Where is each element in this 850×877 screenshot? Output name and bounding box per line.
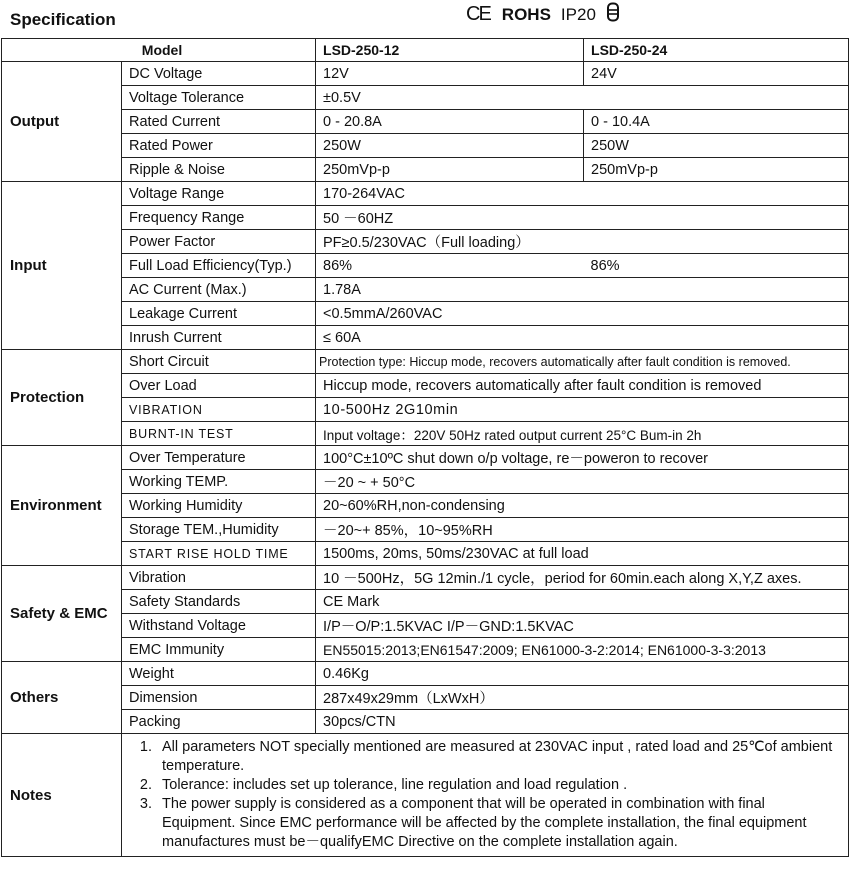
param-label: Vibration	[122, 566, 316, 590]
table-row	[2, 542, 849, 566]
param-label: DC Voltage	[122, 62, 316, 86]
table-row	[2, 110, 849, 134]
param-value: 86%	[584, 254, 849, 278]
param-label: EMC Immunity	[122, 638, 316, 662]
table-row	[2, 350, 849, 374]
table-row	[2, 158, 849, 182]
param-value: ±0.5V	[316, 86, 849, 110]
param-value: 287x49x29mm（LxWxH）	[316, 686, 849, 710]
note-item: 3. The power supply is considered as a component that will be operated in combination with final Equipment. Since EMC performance will be affected by the complete installation, the final equipment manufactures must be－qualifyEMC Directive on the complete installation again.	[156, 795, 840, 852]
param-label: Rated Power	[122, 134, 316, 158]
param-label: Working TEMP.	[122, 470, 316, 494]
table-row	[2, 614, 849, 638]
param-value: 170-264VAC	[316, 182, 849, 206]
table-row	[2, 710, 849, 734]
table-row	[2, 398, 849, 422]
param-label: Voltage Tolerance	[122, 86, 316, 110]
table-row	[2, 254, 849, 278]
param-label: Power Factor	[122, 230, 316, 254]
param-value: 0.46Kg	[316, 662, 849, 686]
notes-cell	[122, 734, 849, 857]
param-value: 50 －60HZ	[316, 206, 849, 230]
param-value: 24V	[584, 62, 849, 86]
table-row	[2, 518, 849, 542]
note-item: 2. Tolerance: includes set up tolerance, line regulation and load regulation .	[156, 776, 840, 795]
model-header-row	[2, 39, 849, 62]
param-label: Frequency Range	[122, 206, 316, 230]
group-protection: Protection	[2, 350, 122, 446]
model-name-2: LSD-250-24	[584, 39, 849, 62]
table-row	[2, 230, 849, 254]
group-input: Input	[2, 182, 122, 350]
model-name-1: LSD-250-12	[316, 39, 584, 62]
param-label: BURNT-IN TEST	[122, 422, 316, 446]
param-value: 250mVp-p	[316, 158, 584, 182]
param-value: Input voltage：220V 50Hz rated output current 25°C Bum-in 2h	[316, 422, 849, 446]
param-label: Over Load	[122, 374, 316, 398]
group-safety-emc: Safety & EMC	[2, 566, 122, 662]
table-row	[2, 86, 849, 110]
param-label: Storage TEM.,Humidity	[122, 518, 316, 542]
param-value: 0 - 20.8A	[316, 110, 584, 134]
param-label: Dimension	[122, 686, 316, 710]
param-value: Hiccup mode, recovers automatically after fault condition is removed	[316, 374, 849, 398]
param-value: －20 ~ + 50°C	[316, 470, 849, 494]
group-output: Output	[2, 62, 122, 182]
param-value: ≤ 60A	[316, 326, 849, 350]
param-label: Safety Standards	[122, 590, 316, 614]
param-label: Rated Current	[122, 110, 316, 134]
param-value: I/P－O/P:1.5KVAC I/P－GND:1.5KVAC	[316, 614, 849, 638]
param-value: 1500ms, 20ms, 50ms/230VAC at full load	[316, 542, 849, 566]
param-label: VIBRATION	[122, 398, 316, 422]
param-label: Packing	[122, 710, 316, 734]
table-row	[2, 422, 849, 446]
page-header	[0, 0, 850, 38]
param-value: PF≥0.5/230VAC（Full loading）	[316, 230, 849, 254]
rohs-mark: ROHS	[501, 4, 551, 24]
table-row	[2, 134, 849, 158]
param-label: Voltage Range	[122, 182, 316, 206]
param-label: Leakage Current	[122, 302, 316, 326]
param-label: Withstand Voltage	[122, 614, 316, 638]
notes-list	[132, 738, 840, 852]
param-label: START RISE HOLD TIME	[122, 542, 316, 566]
param-value: 86%	[316, 254, 584, 278]
certification-marks	[466, 2, 620, 27]
table-row	[2, 206, 849, 230]
group-environment: Environment	[2, 446, 122, 566]
param-value: Protection type: Hiccup mode, recovers automatically after fault condition is removed.	[316, 350, 849, 374]
param-value: 250W	[316, 134, 584, 158]
param-label: Working Humidity	[122, 494, 316, 518]
param-label: Weight	[122, 662, 316, 686]
table-row	[2, 374, 849, 398]
param-label: Inrush Current	[122, 326, 316, 350]
param-value: CE Mark	[316, 590, 849, 614]
param-label: Over Temperature	[122, 446, 316, 470]
table-row	[2, 590, 849, 614]
table-row	[2, 686, 849, 710]
table-row	[2, 446, 849, 470]
param-value: 0 - 10.4A	[584, 110, 849, 134]
indoor-use-icon	[606, 2, 620, 27]
page-title: Specification	[10, 10, 116, 29]
table-row	[2, 494, 849, 518]
table-row	[2, 326, 849, 350]
param-value: 12V	[316, 62, 584, 86]
param-value: <0.5mmA/260VAC	[316, 302, 849, 326]
table-row	[2, 278, 849, 302]
param-label: Full Load Efficiency(Typ.)	[122, 254, 316, 278]
param-label: Short Circuit	[122, 350, 316, 374]
param-value: EN55015:2013;EN61547:2009; EN61000-3-2:2014; EN61000-3-3:2013	[316, 638, 849, 662]
param-value: 250W	[584, 134, 849, 158]
param-value: 10 －500Hz，5G 12min./1 cycle，period for 60min.each along X,Y,Z axes.	[316, 566, 849, 590]
model-label: Model	[2, 39, 316, 62]
param-value: 20~60%RH,non-condensing	[316, 494, 849, 518]
param-value: 100°C±10ºC shut down o/p voltage, re－poweron to recover	[316, 446, 849, 470]
table-row	[2, 62, 849, 86]
param-value: 30pcs/CTN	[316, 710, 849, 734]
table-row	[2, 302, 849, 326]
param-label: Ripple & Noise	[122, 158, 316, 182]
group-others: Others	[2, 662, 122, 734]
param-value: －20~+ 85%，10~95%RH	[316, 518, 849, 542]
specification-table	[1, 38, 849, 857]
ip-rating: IP20	[560, 4, 596, 24]
note-item: 1. All parameters NOT specially mentioned are measured at 230VAC input , rated load and 25℃of ambient temperature.	[156, 738, 840, 776]
ce-mark-icon: CE	[466, 3, 490, 25]
param-value: 1.78A	[316, 278, 849, 302]
notes-row	[2, 734, 849, 857]
group-notes: Notes	[2, 734, 122, 857]
table-row	[2, 638, 849, 662]
param-value: 10-500Hz 2G10min	[316, 398, 849, 422]
param-label: AC Current (Max.)	[122, 278, 316, 302]
table-row	[2, 182, 849, 206]
param-value: 250mVp-p	[584, 158, 849, 182]
table-row	[2, 566, 849, 590]
table-row	[2, 662, 849, 686]
table-row	[2, 470, 849, 494]
